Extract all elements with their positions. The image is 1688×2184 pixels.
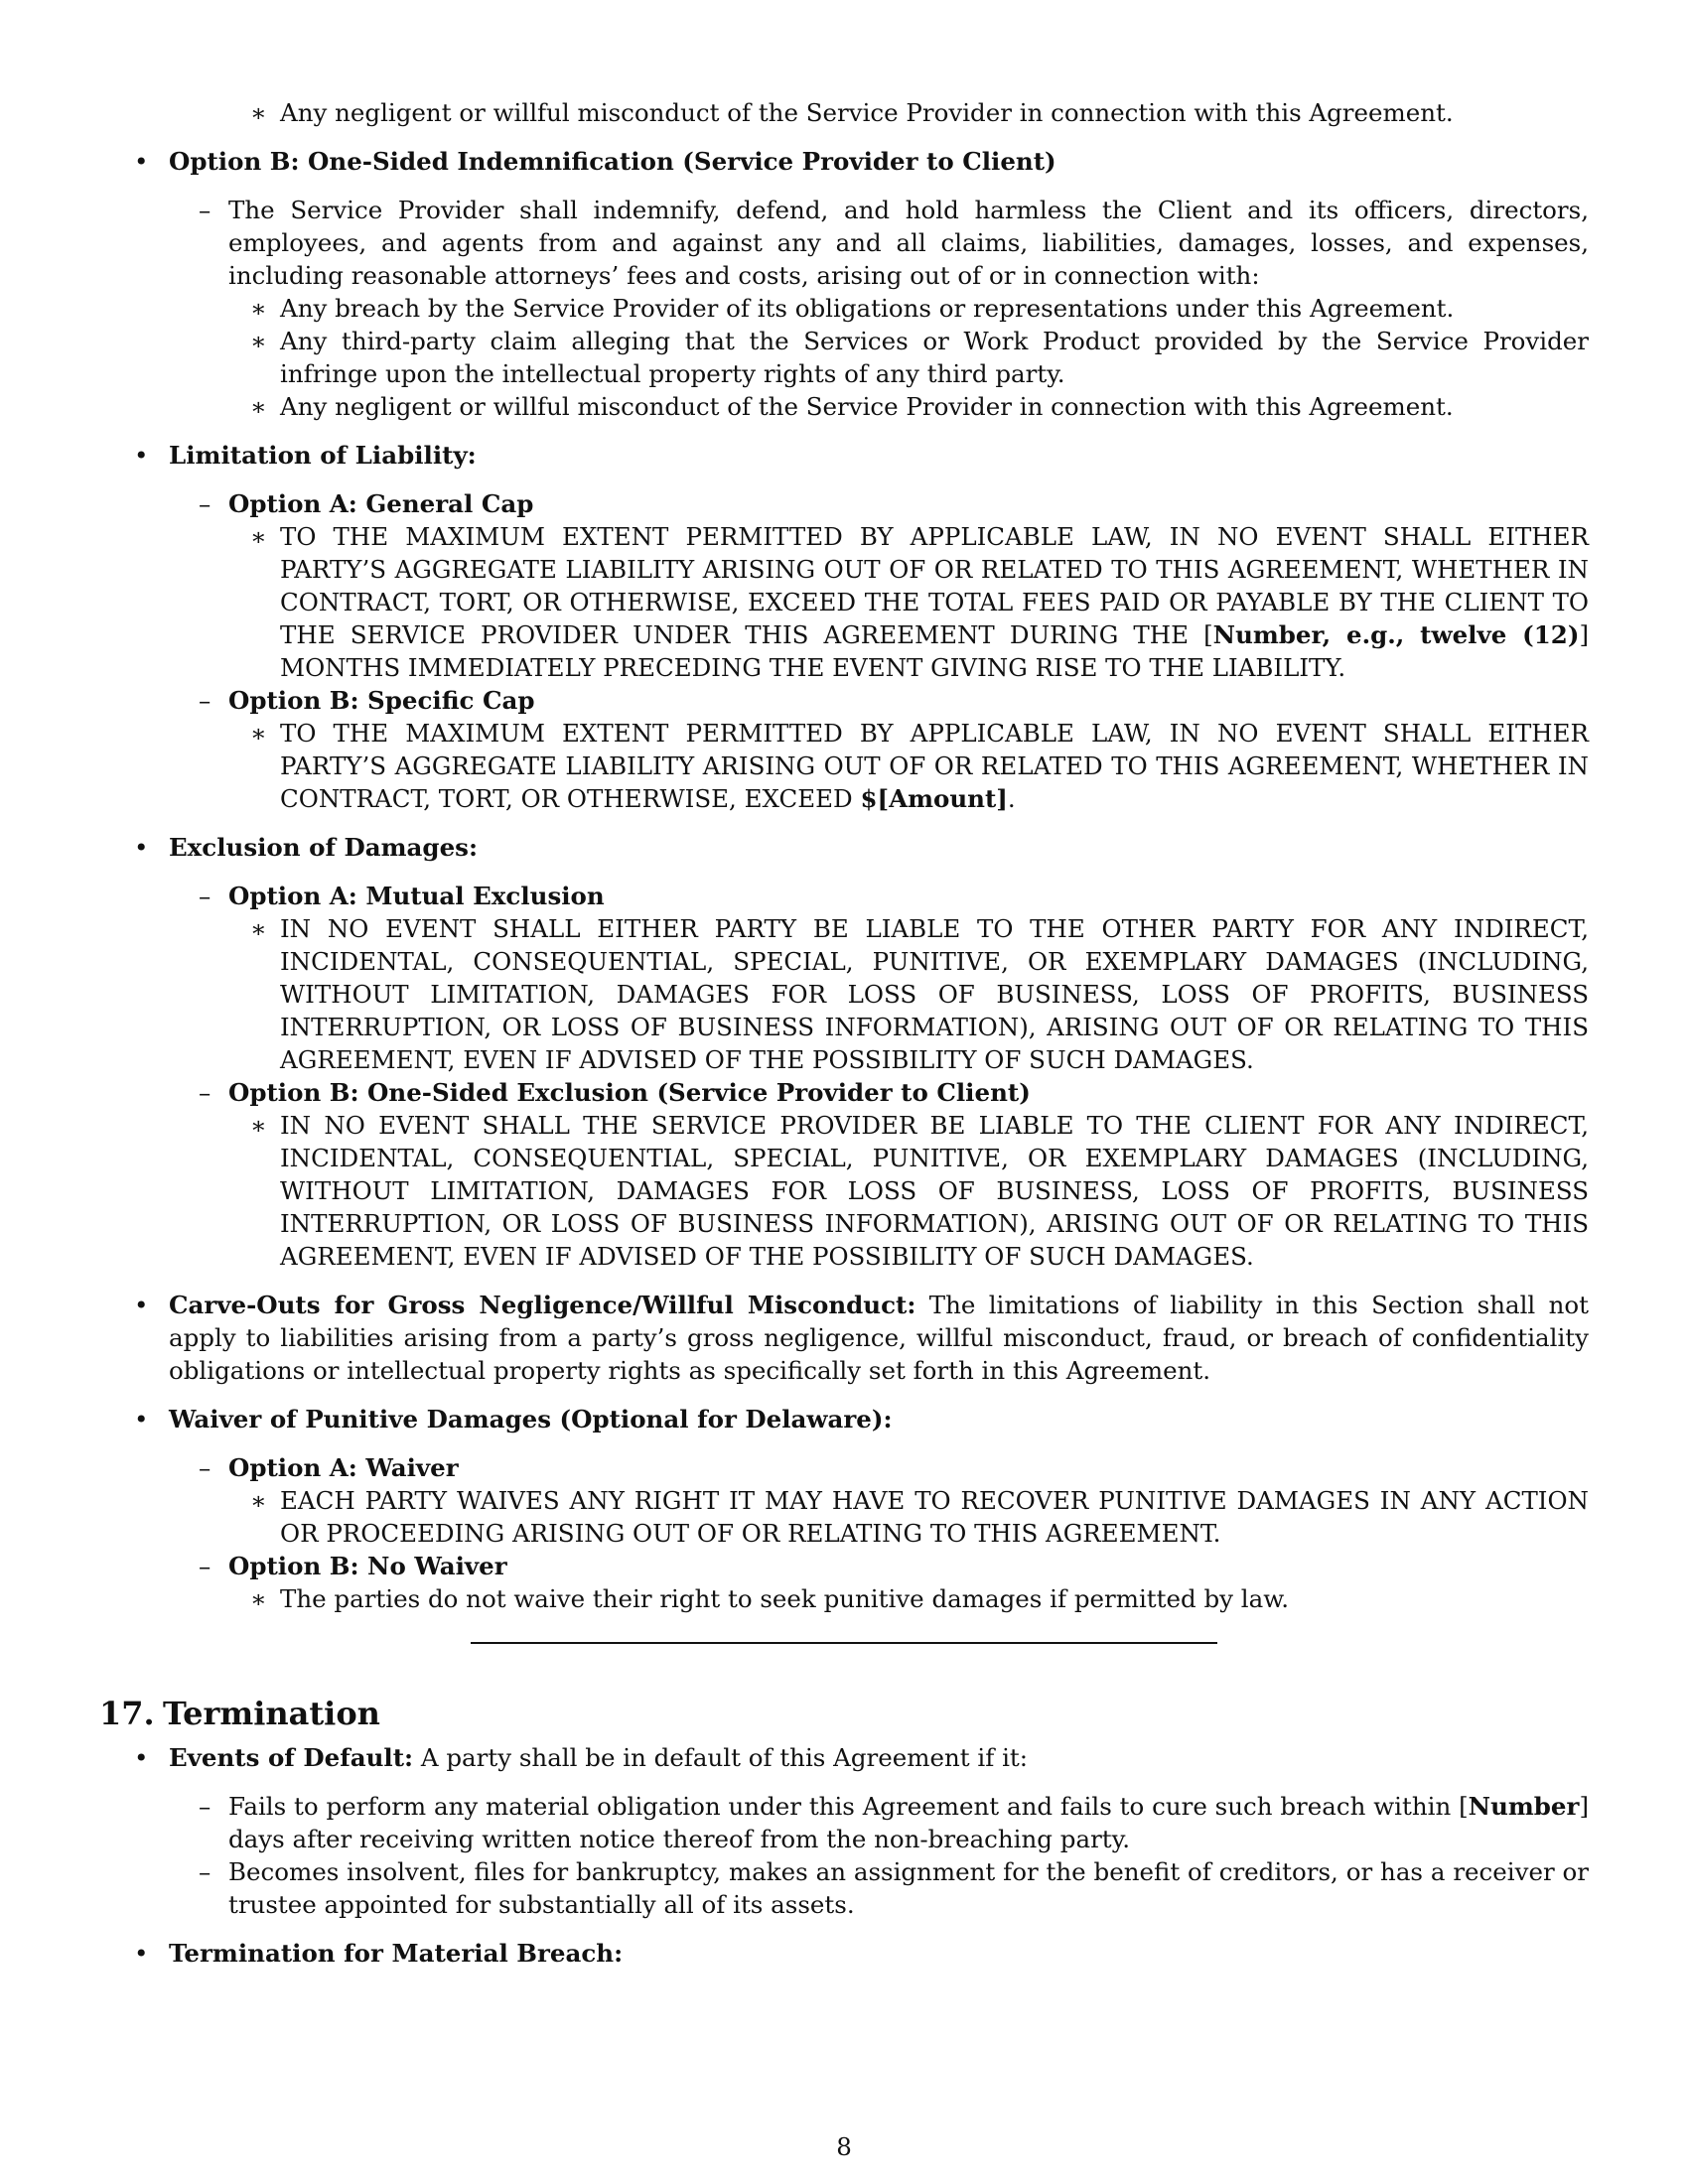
- list-item: – Option A: Waiver: [199, 1453, 459, 1482]
- dash-marker: –: [199, 1552, 211, 1580]
- star-marker: ∗: [250, 98, 267, 127]
- list-item: ∗ Any negligent or willful misconduct of the Service Provider in connection with this Agreement.: [250, 98, 1454, 127]
- list-item: ∗ TO THE MAXIMUM EXTENT PERMITTED BY APPLICABLE LAW, IN NO EVENT SHALL EITHER PARTY’S AGGREGATE LIABILITY ARISING OUT OF OR RELATED TO THIS AGREEMENT, WHETHER IN CONTRACT, TORT, OR OTHERWISE, EXCEED $[Amount].: [250, 719, 1589, 813]
- list-item: – Option B: No Waiver: [199, 1552, 507, 1580]
- bullet-marker: •: [134, 1743, 149, 1772]
- list-item: ∗ Any third-party claim alleging that the Services or Work Product provided by the Service Provider infringe upon the intellectual property rights of any third party.: [250, 327, 1589, 388]
- list-item: – The Service Provider shall indemnify, defend, and hold harmless the Client and its officers, directors, employees, and agents from and against any and all claims, liabilities, damages, losses, and expenses, including reasonable attorneys’ fees and costs, arising out of or in connection with:: [199, 196, 1589, 290]
- bullet-marker: •: [134, 441, 149, 470]
- star-marker: ∗: [250, 294, 267, 323]
- dash-marker: –: [199, 882, 211, 910]
- star-marker: ∗: [250, 1584, 267, 1613]
- bullet-marker: •: [134, 833, 149, 862]
- page-number: 8: [836, 2132, 852, 2161]
- limitation-of-liability: • Limitation of Liability:: [134, 441, 477, 470]
- list-item: – Option A: General Cap: [199, 489, 534, 518]
- events-of-default: • Events of Default: A party shall be in default of this Agreement if it:: [134, 1743, 1029, 1772]
- bullet-marker: •: [134, 1405, 149, 1433]
- indemnification-option-b: • Option B: One-Sided Indemnification (Service Provider to Client): [134, 147, 1056, 176]
- list-item: ∗ Any breach by the Service Provider of its obligations or representations under this Agreement.: [250, 294, 1455, 323]
- star-marker: ∗: [250, 522, 267, 551]
- bullet-marker: •: [134, 1291, 149, 1319]
- list-item: – Becomes insolvent, files for bankruptcy, makes an assignment for the benefit of creditors, or has a receiver or trustee appointed for substantially all of its assets.: [199, 1857, 1589, 1919]
- waiver-of-punitive-damages: • Waiver of Punitive Damages (Optional for Delaware):: [134, 1405, 893, 1433]
- dash-marker: –: [199, 1792, 211, 1821]
- dash-marker: –: [199, 1453, 211, 1482]
- star-marker: ∗: [250, 1486, 267, 1515]
- termination-material-breach: • Termination for Material Breach:: [134, 1939, 624, 1968]
- list-item: ∗ TO THE MAXIMUM EXTENT PERMITTED BY APPLICABLE LAW, IN NO EVENT SHALL EITHER PARTY’S AGGREGATE LIABILITY ARISING OUT OF OR RELATED TO THIS AGREEMENT, WHETHER IN CONTRACT, TORT, OR OTHERWISE, EXCEED THE TOTAL FEES PAID OR PAYABLE BY THE CLIENT TO THE SERVICE PROVIDER UNDER THIS AGREEMENT DURING THE [Number, e.g., twelve (12)] MONTHS IMMEDIATELY PRECEDING THE EVENT GIVING RISE TO THE LIABILITY.: [250, 522, 1589, 682]
- dash-marker: –: [199, 1857, 211, 1886]
- star-marker: ∗: [250, 392, 267, 421]
- star-marker: ∗: [250, 914, 267, 943]
- document-body: [99, 96, 1589, 1970]
- list-item: – Option B: One-Sided Exclusion (Service Provider to Client): [199, 1078, 1031, 1107]
- exclusion-of-damages: • Exclusion of Damages:: [134, 833, 478, 862]
- star-marker: ∗: [250, 327, 267, 355]
- list-item: ∗ The parties do not waive their right to seek punitive damages if permitted by law.: [250, 1584, 1290, 1613]
- list-item: – Option A: Mutual Exclusion: [199, 882, 605, 910]
- dash-marker: –: [199, 489, 211, 518]
- list-item: – Option B: Specific Cap: [199, 686, 535, 715]
- dash-marker: –: [199, 196, 211, 224]
- dash-marker: –: [199, 1078, 211, 1107]
- section-heading: 17. Termination: [99, 1695, 380, 1732]
- list-item: – Fails to perform any material obligation under this Agreement and fails to cure such breach within [Number] days after receiving written notice thereof from the non-breaching party.: [199, 1792, 1589, 1853]
- star-marker: ∗: [250, 719, 267, 748]
- star-marker: ∗: [250, 1111, 267, 1140]
- list-item: ∗ EACH PARTY WAIVES ANY RIGHT IT MAY HAVE TO RECOVER PUNITIVE DAMAGES IN ANY ACTION OR PROCEEDING ARISING OUT OF OR RELATING TO THIS AGREEMENT.: [250, 1486, 1589, 1548]
- bullet-marker: •: [134, 147, 149, 176]
- list-item: ∗ Any negligent or willful misconduct of the Service Provider in connection with this Agreement.: [250, 392, 1454, 421]
- bullet-marker: •: [134, 1939, 149, 1968]
- section-divider: [471, 1642, 1217, 1644]
- list-item: ∗ IN NO EVENT SHALL EITHER PARTY BE LIABLE TO THE OTHER PARTY FOR ANY INDIRECT, INCIDENTAL, CONSEQUENTIAL, SPECIAL, PUNITIVE, OR EXEMPLARY DAMAGES (INCLUDING, WITHOUT LIMITATION, DAMAGES FOR LOSS OF BUSINESS, LOSS OF PROFITS, BUSINESS INTERRUPTION, OR LOSS OF BUSINESS INFORMATION), ARISING OUT OF OR RELATING TO THIS AGREEMENT, EVEN IF ADVISED OF THE POSSIBILITY OF SUCH DAMAGES.: [250, 914, 1589, 1074]
- dash-marker: –: [199, 686, 211, 715]
- carve-outs: • Carve-Outs for Gross Negligence/Willful Misconduct: The limitations of liability in this Section shall not apply to liabilities arising from a party’s gross negligence, willful misconduct, fraud, or breach of confidentiality obligations or intellectual property rights as specifically set forth in this Agreement.: [134, 1291, 1589, 1385]
- list-item: ∗ IN NO EVENT SHALL THE SERVICE PROVIDER BE LIABLE TO THE CLIENT FOR ANY INDIRECT, INCIDENTAL, CONSEQUENTIAL, SPECIAL, PUNITIVE, OR EXEMPLARY DAMAGES (INCLUDING, WITHOUT LIMITATION, DAMAGES FOR LOSS OF BUSINESS, LOSS OF PROFITS, BUSINESS INTERRUPTION, OR LOSS OF BUSINESS INFORMATION), ARISING OUT OF OR RELATING TO THIS AGREEMENT, EVEN IF ADVISED OF THE POSSIBILITY OF SUCH DAMAGES.: [250, 1111, 1589, 1271]
